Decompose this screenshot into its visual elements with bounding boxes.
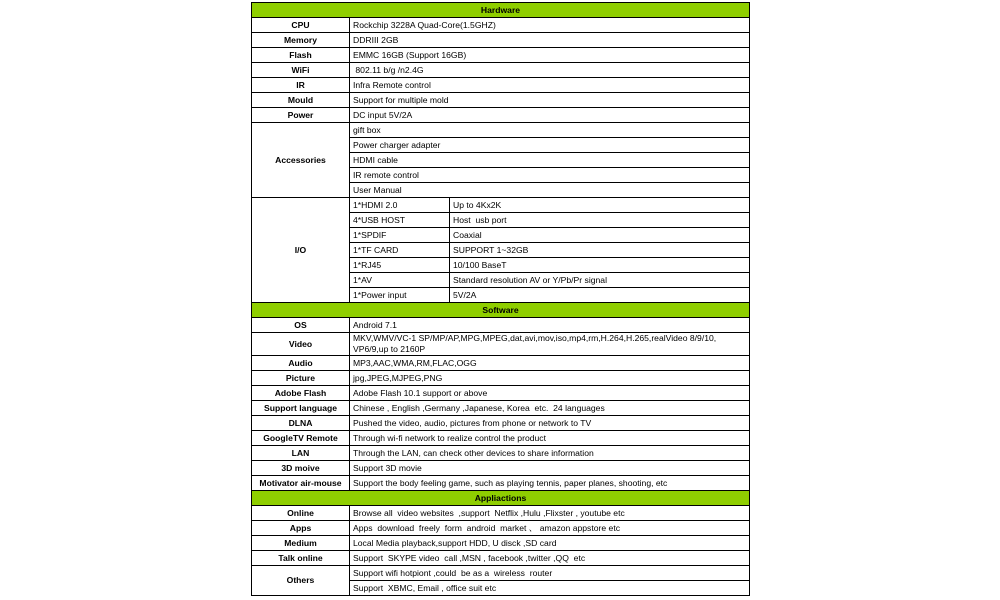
io-port: 1*RJ45 (350, 258, 450, 273)
row-label: Power (252, 108, 350, 123)
row-value: Chinese , English ,Germany ,Japanese, Korea etc. 24 languages (350, 401, 750, 416)
table-row (252, 446, 750, 461)
row-value: Rockchip 3228A Quad-Core(1.5GHZ) (350, 18, 750, 33)
row-value: DC input 5V/2A (350, 108, 750, 123)
row-value: Support 3D movie (350, 461, 750, 476)
io-port: 1*Power input (350, 288, 450, 303)
table-row (252, 93, 750, 108)
row-value: Browse all video websites ,support Netflix ,Hulu ,Flixster , youtube etc (350, 506, 750, 521)
row-label: Medium (252, 536, 350, 551)
table-row (252, 506, 750, 521)
row-label: Memory (252, 33, 350, 48)
hardware-header-row (252, 3, 750, 18)
row-label: GoogleTV Remote (252, 431, 350, 446)
row-value: DDRIII 2GB (350, 33, 750, 48)
row-label: WiFi (252, 63, 350, 78)
table-row (252, 78, 750, 93)
table-row (252, 416, 750, 431)
accessory-item: User Manual (350, 183, 750, 198)
table-row (252, 566, 750, 581)
row-label: LAN (252, 446, 350, 461)
table-row (252, 108, 750, 123)
io-desc: 10/100 BaseT (450, 258, 750, 273)
spec-table (251, 2, 750, 596)
row-value: MKV,WMV/VC-1 SP/MP/AP,MPG,MPEG,dat,avi,mov,iso,mp4,rm,H.264,H.265,realVideo 8/9/10, VP6/9,up to 2160P (350, 333, 750, 356)
row-label: Video (252, 333, 350, 356)
row-value: Local Media playback,support HDD, U disck ,SD card (350, 536, 750, 551)
row-label: Talk online (252, 551, 350, 566)
row-label: Motivator air-mouse (252, 476, 350, 491)
table-row (252, 401, 750, 416)
table-row (252, 63, 750, 78)
row-value: Support SKYPE video call ,MSN , facebook ,twitter ,QQ etc (350, 551, 750, 566)
accessories-label: Accessories (252, 123, 350, 198)
spec-sheet (251, 2, 749, 596)
row-label: DLNA (252, 416, 350, 431)
row-label: Adobe Flash (252, 386, 350, 401)
row-value: Through wi-fi network to realize control the product (350, 431, 750, 446)
io-desc: Coaxial (450, 228, 750, 243)
io-desc: SUPPORT 1~32GB (450, 243, 750, 258)
row-value: Through the LAN, can check other devices to share information (350, 446, 750, 461)
io-port: 1*HDMI 2.0 (350, 198, 450, 213)
table-row (252, 198, 750, 213)
io-port: 4*USB HOST (350, 213, 450, 228)
row-value: EMMC 16GB (Support 16GB) (350, 48, 750, 63)
io-desc: Host usb port (450, 213, 750, 228)
io-port: 1*SPDIF (350, 228, 450, 243)
io-port: 1*TF CARD (350, 243, 450, 258)
applications-header-row (252, 491, 750, 506)
others-item: Support wifi hotpiont ,could be as a wireless router (350, 566, 750, 581)
accessory-item: IR remote control (350, 168, 750, 183)
software-section-title: Software (252, 303, 750, 318)
accessory-item: HDMI cable (350, 153, 750, 168)
table-row (252, 461, 750, 476)
row-label: Audio (252, 356, 350, 371)
accessory-item: Power charger adapter (350, 138, 750, 153)
row-label: OS (252, 318, 350, 333)
io-desc: Up to 4Kx2K (450, 198, 750, 213)
row-label: 3D moive (252, 461, 350, 476)
io-desc: Standard resolution AV or Y/Pb/Pr signal (450, 273, 750, 288)
table-row (252, 536, 750, 551)
table-row (252, 18, 750, 33)
row-label: Online (252, 506, 350, 521)
row-value: Support the body feeling game, such as playing tennis, paper planes, shooting, etc (350, 476, 750, 491)
row-value: Adobe Flash 10.1 support or above (350, 386, 750, 401)
row-value: Infra Remote control (350, 78, 750, 93)
table-row (252, 476, 750, 491)
io-port: 1*AV (350, 273, 450, 288)
row-value: 802.11 b/g /n2.4G (350, 63, 750, 78)
row-value: Support for multiple mold (350, 93, 750, 108)
table-row (252, 33, 750, 48)
software-header-row (252, 303, 750, 318)
table-row (252, 386, 750, 401)
row-value: MP3,AAC,WMA,RM,FLAC,OGG (350, 356, 750, 371)
table-row (252, 318, 750, 333)
row-label: Picture (252, 371, 350, 386)
row-label: IR (252, 78, 350, 93)
hardware-section-title: Hardware (252, 3, 750, 18)
table-row (252, 431, 750, 446)
row-value: Apps download freely form android market 、 amazon appstore etc (350, 521, 750, 536)
row-label: Support language (252, 401, 350, 416)
row-label: Flash (252, 48, 350, 63)
table-row (252, 356, 750, 371)
others-label: Others (252, 566, 350, 596)
table-row (252, 48, 750, 63)
others-item: Support XBMC, Email , office suit etc (350, 581, 750, 596)
table-row (252, 521, 750, 536)
table-row (252, 371, 750, 386)
row-label: Mould (252, 93, 350, 108)
applications-section-title: Appliactions (252, 491, 750, 506)
io-label: I/O (252, 198, 350, 303)
table-row (252, 333, 750, 356)
row-value: Android 7.1 (350, 318, 750, 333)
io-desc: 5V/2A (450, 288, 750, 303)
table-row (252, 551, 750, 566)
accessory-item: gift box (350, 123, 750, 138)
row-value: Pushed the video, audio, pictures from phone or network to TV (350, 416, 750, 431)
row-label: CPU (252, 18, 350, 33)
row-value: jpg,JPEG,MJPEG,PNG (350, 371, 750, 386)
row-label: Apps (252, 521, 350, 536)
table-row (252, 123, 750, 138)
